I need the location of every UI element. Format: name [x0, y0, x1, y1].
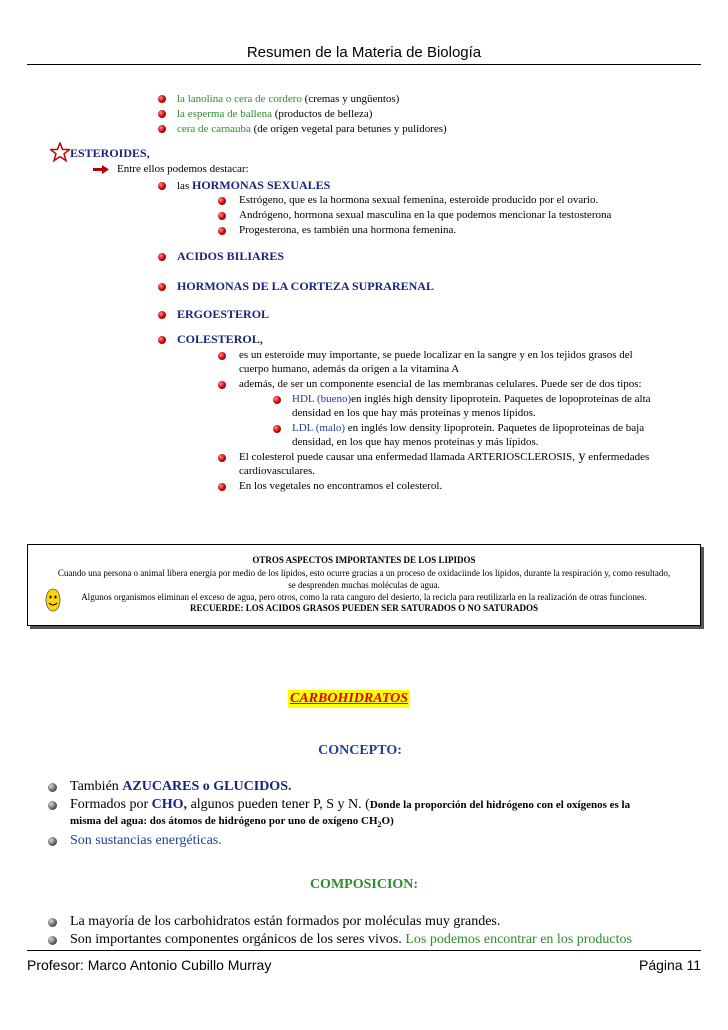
red-bullet-icon [218, 483, 226, 491]
concepto-note: misma del agua: dos átomos de hidrógeno por uno de oxígeno $CH_2O$) [70, 815, 394, 830]
footer-page-number: Página 11 [638, 957, 701, 973]
section-title-esteroides: ESTEROIDES, [70, 146, 150, 160]
smiley-icon [45, 588, 61, 612]
colesterol-heading: COLESTEROL, [177, 332, 263, 346]
composicion-title: COMPOSICION: [309, 877, 419, 892]
colesterol-text: es un esteroide muy importante, se puede localizar en la sangre y en los tejidos grasos del [239, 349, 633, 361]
red-bullet-icon [218, 381, 226, 389]
header-rule [27, 64, 701, 65]
ergoesterol-heading: ERGOESTEROL [177, 307, 270, 321]
acidos-biliares-heading: ACIDOS BILIARES [177, 249, 285, 263]
red-bullet-icon [273, 396, 281, 404]
star-icon [50, 142, 70, 162]
box-reminder: RECUERDE: LOS ACIDOS GRASOS PUEDEN SER SATURADOS O NO SATURADOS [190, 603, 538, 613]
red-bullet-icon [158, 336, 166, 344]
box-title: OTROS ASPECTOS IMPORTANTES DE LOS LIPIDOS [252, 555, 476, 565]
ldl-text: LDL (malo) en inglés low density lipoprotein. Paquetes de lipoproteinas de baja [292, 422, 645, 434]
box-text: Algunos organismos eliminan el exceso de agua, pero otros, como la rata canguro del desierto, la recicla para reutilizarla en la realización de otras funciones. [81, 592, 647, 602]
hdl-text: HDL (bueno)en inglés high density lipoprotein. Paquetes de lopoproteínas de alta [292, 393, 651, 405]
composicion-item: La mayoría de los carbohidratos están formados por moléculas muy grandes. [70, 914, 501, 929]
red-bullet-icon [218, 197, 226, 205]
concepto-item: Formados por CHO, algunos pueden tener P, S y N. (Donde la proporción del hidrógeno con el oxígenos es la [70, 797, 631, 812]
colesterol-text: cuerpo humano, además da origen a la vitamina A [239, 363, 460, 375]
footer-author: Profesor: Marco Antonio Cubillo Murray [27, 957, 272, 973]
lipidos-info-box [27, 544, 701, 626]
cera-item: cera de carnauba (de origen vegetal para betunes y pulidores) [177, 123, 447, 135]
concepto-item: También AZUCARES o GLUCIDOS. [70, 779, 292, 794]
red-bullet-icon [158, 253, 166, 261]
composicion-item: Son importantes componentes orgánicos de los seres vivos. Los podemos encontrar en los productos [70, 932, 632, 947]
hormona-item: Estrógeno, que es la hormona sexual femenina, esteroide producido por el ovario. [239, 194, 599, 206]
red-bullet-icon [158, 182, 166, 190]
hormonas-sexuales-heading: las HORMONAS SEXUALES [177, 178, 331, 192]
red-bullet-icon [273, 425, 281, 433]
gray-bullet-icon [48, 918, 57, 927]
hdl-text: densidad en los que hay más proteínas y menos lípidos. [292, 407, 536, 419]
box-text: Cuando una persona o animal libera energía por medio de los lípidos, esto ocurre gracias a un proceso de oxidaciinde los lípidos, durante la respiración y, como resultado, [57, 568, 671, 578]
colesterol-text: además, de ser un componente esencial de las membranas celulares. Puede ser de dos tipos: [239, 378, 642, 390]
gray-bullet-icon [48, 783, 57, 792]
hormona-item: Andrógeno, hormona sexual masculina en la que podemos mencionar la testosterona [239, 209, 612, 221]
red-bullet-icon [218, 227, 226, 235]
footer-rule [27, 950, 701, 951]
red-bullet-icon [158, 95, 166, 103]
gray-bullet-icon [48, 801, 57, 810]
page-header-title: Resumen de la Materia de Biología [246, 44, 482, 61]
red-bullet-icon [218, 454, 226, 462]
enfermedad-text: cardiovasculares. [239, 465, 316, 477]
cera-item: la lanolina o cera de cordero (cremas y ungüentos) [177, 93, 400, 105]
red-bullet-icon [158, 110, 166, 118]
gray-bullet-icon [48, 837, 57, 846]
ldl-text: densidad, en los que hay menos proteínas y más lípidos. [292, 436, 539, 448]
carbohidratos-title: CARBOHIDRATOS [290, 691, 409, 706]
red-bullet-icon [218, 352, 226, 360]
hormona-item: Progesterona, es también una hormona femenina. [239, 224, 457, 236]
esteroides-intro: Entre ellos podemos destacar: [117, 163, 249, 175]
cera-item: la esperma de ballena (productos de belleza) [177, 108, 373, 120]
enfermedad-text: El colesterol puede causar una enfermedad llamada ARTERIOSCLEROSIS, y enfermedades [239, 449, 650, 464]
box-text: se desprenden muchas moléculas de agua. [288, 580, 440, 590]
red-bullet-icon [158, 283, 166, 291]
corteza-suprarenal-heading: HORMONAS DE LA CORTEZA SUPRARENAL [177, 279, 434, 293]
arrow-bullet-icon [93, 165, 109, 174]
red-bullet-icon [158, 311, 166, 319]
concepto-item: Son sustancias energéticas. [70, 833, 222, 848]
red-bullet-icon [218, 212, 226, 220]
vegetales-text: En los vegetales no encontramos el colesterol. [239, 480, 443, 492]
concepto-title: CONCEPTO: [318, 743, 402, 758]
gray-bullet-icon [48, 936, 57, 945]
red-bullet-icon [158, 125, 166, 133]
